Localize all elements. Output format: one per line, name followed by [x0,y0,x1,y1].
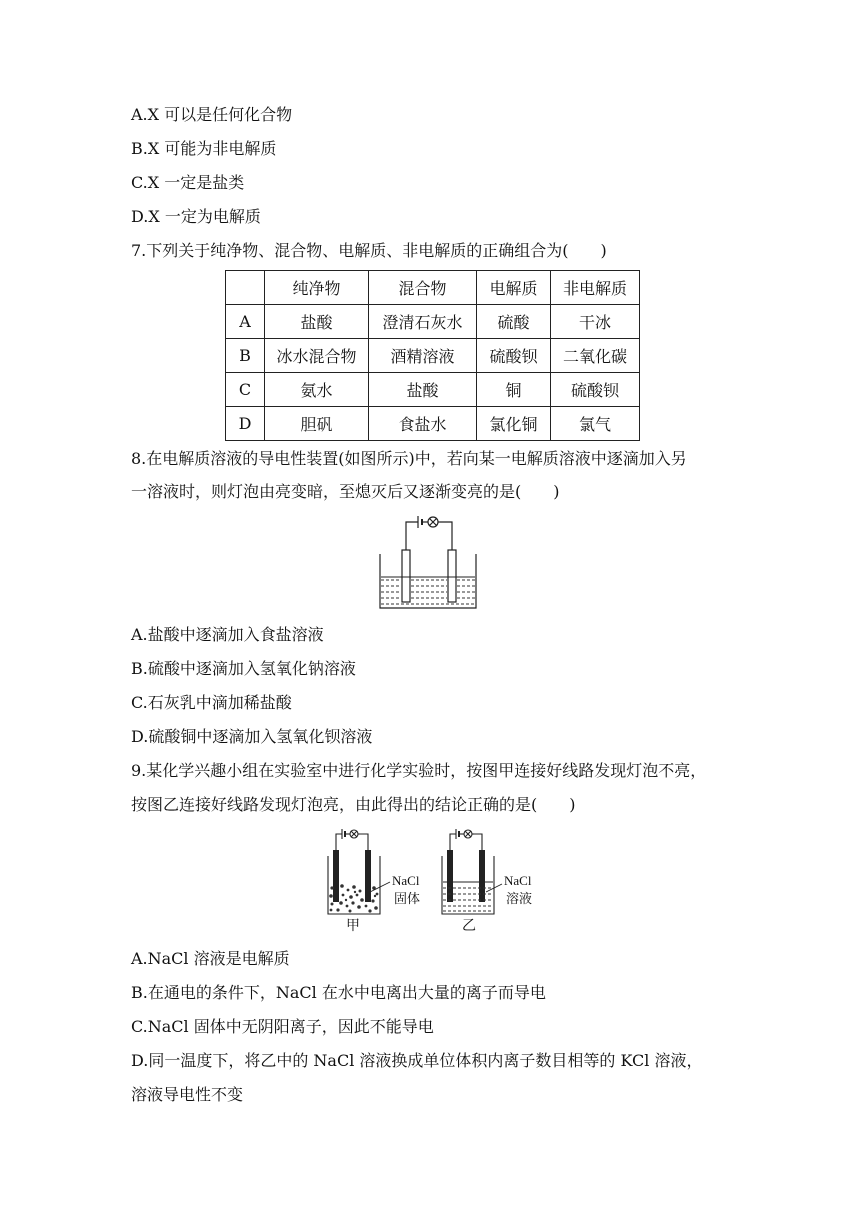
table-cell: A [226,305,265,339]
table-cell: B [226,339,265,373]
beaker [380,554,476,608]
table-header-cell: 纯净物 [265,271,369,305]
table-cell: 澄清石灰水 [369,305,477,339]
jia-label-2: 固体 [394,891,421,906]
q6-option-a: A.X 可以是任何化合物 [131,105,293,124]
q9-option-d-continuation: 溶液导电性不变 [131,1085,244,1104]
q6-option-c: C.X 一定是盐类 [131,173,245,192]
table-header-cell: 非电解质 [551,271,640,305]
table-cell: 氨水 [265,373,369,407]
q9-option-c: C.NaCl 固体中无阴阳离子，因此不能导电 [131,1017,434,1036]
table-cell: 氯气 [551,407,640,441]
q6-option-d: D.X 一定为电解质 [131,207,261,226]
q9-stem-line2: 按图乙连接好线路发现灯泡亮，由此得出的结论正确的是( ) [131,795,576,814]
yi-caption: 乙 [462,919,476,934]
yi-label-2: 溶液 [506,891,533,906]
table-header-row [226,271,640,305]
figure-yi-nacl-solution [436,824,546,934]
solution [381,580,475,604]
q7-table [225,270,640,441]
q7-stem: 7.下列关于纯净物、混合物、电解质、非电解质的正确组合为( ) [131,241,607,260]
electrode-right [448,550,456,602]
electrode-right [365,850,371,902]
table-cell: 盐酸 [265,305,369,339]
table-cell: 氯化铜 [477,407,551,441]
table-row [226,305,640,339]
electrode-left [402,550,410,602]
q8-option-a: A.盐酸中逐滴加入食盐溶液 [131,625,324,644]
table-cell: 硫酸钡 [477,339,551,373]
table-row [226,407,640,441]
table-cell: 胆矾 [265,407,369,441]
table-cell: 二氧化碳 [551,339,640,373]
q8-stem-line1: 8.在电解质溶液的导电性装置(如图所示)中，若向某一电解质溶液中逐滴加入另 [131,449,687,468]
electrode-left [333,850,339,902]
table-cell: 盐酸 [369,373,477,407]
table-row [226,373,640,407]
q8-option-c: C.石灰乳中滴加稀盐酸 [131,693,292,712]
table-cell: 食盐水 [369,407,477,441]
table-cell: 干冰 [551,305,640,339]
figure-jia-solid-nacl [322,824,432,934]
table-cell: 酒精溶液 [369,339,477,373]
q9-stem-line1: 9.某化学兴趣小组在实验室中进行化学实验时，按图甲连接好线路发现灯泡不亮， [131,761,707,780]
table-cell: D [226,407,265,441]
q8-option-b: B.硫酸中逐滴加入氢氧化钠溶液 [131,659,356,678]
table-header-cell [226,271,265,305]
jia-label-1: NaCl [392,873,420,888]
table-header-cell: 混合物 [369,271,477,305]
table-header-cell: 电解质 [477,271,551,305]
q8-option-d: D.硫酸铜中逐滴加入氢氧化钡溶液 [131,727,373,746]
jia-caption: 甲 [346,919,360,934]
table-cell: 硫酸钡 [551,373,640,407]
q9-option-d: D.同一温度下，将乙中的 NaCl 溶液换成单位体积内离子数目相等的 KCl 溶液， [131,1051,703,1070]
table-cell: 铜 [477,373,551,407]
q6-option-b: B.X 可能为非电解质 [131,139,277,158]
table-cell: 冰水混合物 [265,339,369,373]
yi-label-1: NaCl [504,873,532,888]
q8-stem-line2: 一溶液时，则灯泡由亮变暗，至熄灭后又逐渐变亮的是( ) [131,482,560,501]
table-cell: C [226,373,265,407]
table-cell: 硫酸 [477,305,551,339]
table-row [226,339,640,373]
q9-option-b: B.在通电的条件下，NaCl 在水中电离出大量的离子而导电 [131,983,546,1002]
q9-option-a: A.NaCl 溶液是电解质 [131,949,290,968]
conductivity-apparatus-figure [370,510,485,615]
